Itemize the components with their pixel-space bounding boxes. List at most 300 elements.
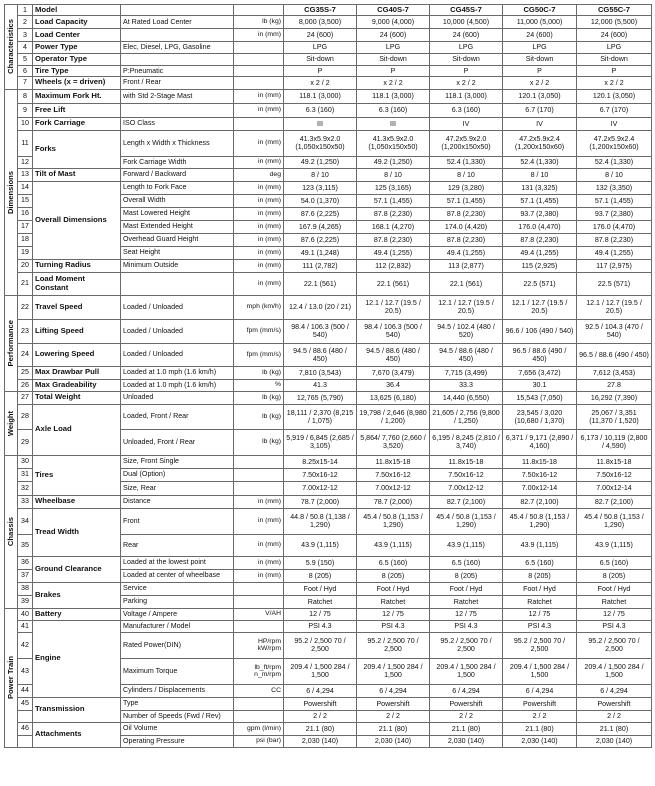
spec-value: 33.3 [430, 379, 503, 391]
spec-row [5, 76, 652, 89]
row-number: 17 [18, 220, 33, 233]
unit: in (mm) [234, 259, 284, 272]
spec-value: 82.7 (2,100) [503, 495, 577, 508]
unit: in (mm) [234, 233, 284, 246]
spec-value: 5,864/ 7,760 (2,660 / 3,520) [357, 429, 430, 455]
spec-value: 22.5 (571) [503, 272, 577, 295]
spec-value: 22.1 (561) [284, 272, 357, 295]
spec-value: IV [430, 117, 503, 130]
unit: lb (kg) [234, 366, 284, 379]
unit: lb (kg) [234, 15, 284, 28]
spec-value: 7,670 (3,479) [357, 366, 430, 379]
row-number: 41 [18, 620, 33, 632]
spec-value: 6 / 4,294 [430, 684, 503, 697]
feature-name: Axle Load [33, 404, 121, 455]
spec-value: 87.8 (2,230) [577, 233, 652, 246]
feature-name: Total Weight [33, 391, 121, 404]
spec-value: 120.1 (3,050) [577, 89, 652, 103]
spec-value: 2,030 (140) [503, 735, 577, 747]
spec-value: LPG [430, 41, 503, 53]
spec-value: 13,625 (6,180) [357, 391, 430, 404]
row-number: 15 [18, 194, 33, 207]
feature-name: Travel Speed [33, 295, 121, 319]
spec-value: 45.4 / 50.8 (1,153 / 1,290) [357, 508, 430, 534]
row-number: 46 [18, 722, 33, 735]
condition: Loaded at 1.0 mph (1.6 km/h) [121, 366, 234, 379]
condition: Overall Width [121, 194, 234, 207]
unit [234, 53, 284, 65]
spec-value: 54.0 (1,370) [284, 194, 357, 207]
condition: ISO Class [121, 117, 234, 130]
spec-row [5, 404, 652, 429]
spec-value: LPG [577, 41, 652, 53]
condition [121, 5, 234, 16]
feature-name: Lowering Speed [33, 343, 121, 366]
spec-value: 11.8x15-18 [577, 455, 652, 468]
spec-value: 93.7 (2,380) [503, 207, 577, 220]
spec-value: 8 / 10 [357, 168, 430, 181]
row-number: 40 [18, 608, 33, 620]
spec-row [5, 582, 652, 595]
spec-value: 7,715 (3,499) [430, 366, 503, 379]
model-header: CG55C-7 [577, 5, 652, 16]
spec-value: 95.2 / 2,500 70 / 2,500 [357, 632, 430, 658]
row-number: 11 [18, 130, 33, 156]
spec-value: 8,000 (3,500) [284, 15, 357, 28]
spec-value: 12 / 75 [284, 608, 357, 620]
spec-value: LPG [284, 41, 357, 53]
spec-value: 15,543 (7,050) [503, 391, 577, 404]
spec-value: 45.4 / 50.8 (1,153 / 1,290) [430, 508, 503, 534]
feature-name: Tire Type [33, 65, 121, 76]
condition: Loaded, Front / Rear [121, 404, 234, 429]
spec-value: Powershift [284, 697, 357, 710]
spec-value: 12.1 / 12.7 (19.5 / 20.5) [357, 295, 430, 319]
section-label [5, 455, 18, 608]
spec-value: 7.00x12-14 [577, 481, 652, 495]
condition: Loaded / Unloaded [121, 319, 234, 343]
unit: in (mm) [234, 89, 284, 103]
spec-value: Ratchet [503, 595, 577, 608]
spec-value: Powershift [430, 697, 503, 710]
spec-value: Foot / Hyd [430, 582, 503, 595]
unit: in (mm) [234, 28, 284, 41]
spec-value: 24 (600) [430, 28, 503, 41]
feature-name: Load Center [33, 28, 121, 41]
spec-value: 7,656 (3,472) [503, 366, 577, 379]
unit [234, 710, 284, 722]
row-number: 14 [18, 181, 33, 194]
spec-value: P [430, 65, 503, 76]
spec-value: Ratchet [284, 595, 357, 608]
condition: Seat Height [121, 246, 234, 259]
spec-row [5, 168, 652, 181]
spec-row [5, 343, 652, 366]
spec-value: 113 (2,877) [430, 259, 503, 272]
condition: Unloaded, Front / Rear [121, 429, 234, 455]
spec-value: 6.3 (160) [284, 103, 357, 117]
spec-value: 21.1 (80) [284, 722, 357, 735]
spec-value: 115 (2,925) [503, 259, 577, 272]
spec-value: 14,440 (6,550) [430, 391, 503, 404]
spec-value: 8 / 10 [503, 168, 577, 181]
spec-row [5, 5, 652, 16]
condition: Overhead Guard Height [121, 233, 234, 246]
spec-value: 8 (205) [357, 569, 430, 582]
spec-value: 6.3 (160) [357, 103, 430, 117]
row-number: 10 [18, 117, 33, 130]
spec-value: 45.4 / 50.8 (1,153 / 1,290) [577, 508, 652, 534]
spec-value: 5.9 (150) [284, 556, 357, 569]
spec-value: 49.1 (1,248) [284, 246, 357, 259]
row-number: 28 [18, 404, 33, 429]
spec-row [5, 495, 652, 508]
section-label [5, 608, 18, 747]
unit [234, 595, 284, 608]
row-number: 9 [18, 103, 33, 117]
feature-name: Maximum Fork Ht. [33, 89, 121, 103]
section-label-text: Performance [5, 320, 15, 367]
model-header: CG45S-7 [430, 5, 503, 16]
spec-value: 24 (600) [357, 28, 430, 41]
unit: in (mm) [234, 194, 284, 207]
spec-value: 10,000 (4,500) [430, 15, 503, 28]
condition [121, 28, 234, 41]
spec-value: 209.4 / 1,500 284 / 1,500 [284, 658, 357, 684]
spec-value: 23,545 / 3,020 (10,680 / 1,370) [503, 404, 577, 429]
unit: psi (bar) [234, 735, 284, 747]
row-number: 27 [18, 391, 33, 404]
spec-value: 41.3 [284, 379, 357, 391]
condition [121, 53, 234, 65]
unit [234, 5, 284, 16]
row-number: 20 [18, 259, 33, 272]
spec-value: 209.4 / 1,500 284 / 1,500 [503, 658, 577, 684]
section-label-text: Dimensions [5, 170, 15, 214]
row-number: 29 [18, 429, 33, 455]
unit: in (mm) [234, 508, 284, 534]
spec-value: 95.2 / 2,500 70 / 2,500 [284, 632, 357, 658]
spec-value: 41.3x5.9x2.0 (1,050x150x50) [284, 130, 357, 156]
feature-name: Turning Radius [33, 259, 121, 272]
spec-value: P [577, 65, 652, 76]
unit: in (mm) [234, 534, 284, 556]
condition: At Rated Load Center [121, 15, 234, 28]
spec-value: 2 / 2 [430, 710, 503, 722]
spec-value: Powershift [577, 697, 652, 710]
spec-value: PSI 4.3 [357, 620, 430, 632]
unit: lb (kg) [234, 429, 284, 455]
spec-value: 176.0 (4,470) [503, 220, 577, 233]
spec-value: 2,030 (140) [430, 735, 503, 747]
spec-row [5, 89, 652, 103]
spec-value: 24 (600) [503, 28, 577, 41]
row-number: 3 [18, 28, 33, 41]
spec-value: 120.1 (3,050) [503, 89, 577, 103]
spec-value: 167.9 (4,265) [284, 220, 357, 233]
unit [234, 65, 284, 76]
condition: Minimum Outside [121, 259, 234, 272]
row-number: 26 [18, 379, 33, 391]
spec-value: 7.50x16-12 [357, 468, 430, 481]
spec-value: 24 (600) [577, 28, 652, 41]
condition: Rear [121, 534, 234, 556]
feature-name: Tires [33, 455, 121, 495]
spec-value: 11.8x15-18 [430, 455, 503, 468]
spec-value: 2 / 2 [577, 710, 652, 722]
unit: deg [234, 168, 284, 181]
spec-value: PSI 4.3 [577, 620, 652, 632]
feature-name: Model [33, 5, 121, 16]
unit: in (mm) [234, 556, 284, 569]
spec-value: 98.4 / 106.3 (500 / 540) [284, 319, 357, 343]
spec-value: 6 / 4,294 [503, 684, 577, 697]
spec-value: 12 / 75 [357, 608, 430, 620]
spec-value: 12 / 75 [577, 608, 652, 620]
spec-value: 168.1 (4,270) [357, 220, 430, 233]
spec-value: 132 (3,350) [577, 181, 652, 194]
unit: in (mm) [234, 130, 284, 156]
spec-value: 2,030 (140) [284, 735, 357, 747]
row-number: 8 [18, 89, 33, 103]
spec-value: 123 (3,115) [284, 181, 357, 194]
spec-sheet [4, 4, 651, 748]
spec-value: 22.1 (561) [430, 272, 503, 295]
spec-value: 21.1 (80) [503, 722, 577, 735]
spec-value: Sit-down [357, 53, 430, 65]
feature-name: Lifting Speed [33, 319, 121, 343]
condition: Loaded / Unloaded [121, 295, 234, 319]
spec-value: Foot / Hyd [577, 582, 652, 595]
spec-value: LPG [503, 41, 577, 53]
spec-value: 6.3 (160) [430, 103, 503, 117]
spec-value: 87.8 (2,230) [430, 233, 503, 246]
spec-row [5, 391, 652, 404]
spec-value: Powershift [357, 697, 430, 710]
spec-value: 94.5 / 102.4 (480 / 520) [430, 319, 503, 343]
spec-value: 8 / 10 [284, 168, 357, 181]
condition: Size, Front Single [121, 455, 234, 468]
condition: Unloaded [121, 391, 234, 404]
spec-value: Foot / Hyd [503, 582, 577, 595]
spec-value: 2,030 (140) [577, 735, 652, 747]
row-number: 31 [18, 468, 33, 481]
spec-row [5, 722, 652, 735]
spec-value: 87.8 (2,230) [430, 207, 503, 220]
row-number: 25 [18, 366, 33, 379]
spec-value: 36.4 [357, 379, 430, 391]
spec-value: 7.00x12-12 [430, 481, 503, 495]
spec-value: 118.1 (3,000) [357, 89, 430, 103]
unit: HP/rpm kW/rpm [234, 632, 284, 658]
row-number: 2 [18, 15, 33, 28]
spec-value: 21.1 (80) [577, 722, 652, 735]
spec-row [5, 455, 652, 468]
spec-value: PSI 4.3 [284, 620, 357, 632]
spec-value: Foot / Hyd [357, 582, 430, 595]
row-number: 22 [18, 295, 33, 319]
spec-value: 7.50x16-12 [430, 468, 503, 481]
spec-value: 57.1 (1,455) [577, 194, 652, 207]
condition: Type [121, 697, 234, 710]
spec-value: x 2 / 2 [430, 76, 503, 89]
spec-value: 7.50x16-12 [577, 468, 652, 481]
spec-value: Sit-down [430, 53, 503, 65]
spec-value: 6 / 4,294 [577, 684, 652, 697]
spec-value: 209.4 / 1,500 284 / 1,500 [577, 658, 652, 684]
condition: Maximum Torque [121, 658, 234, 684]
spec-value: 22.1 (561) [357, 272, 430, 295]
feature-name: Wheels (x = driven) [33, 76, 121, 89]
spec-row [5, 508, 652, 534]
spec-value: 78.7 (2,000) [284, 495, 357, 508]
spec-value: Foot / Hyd [284, 582, 357, 595]
spec-value: 6.5 (160) [503, 556, 577, 569]
unit: lb (kg) [234, 391, 284, 404]
unit: in (mm) [234, 246, 284, 259]
spec-value: 92.5 / 104.3 (470 / 540) [577, 319, 652, 343]
spec-row [5, 130, 652, 156]
spec-row [5, 181, 652, 194]
row-number: 33 [18, 495, 33, 508]
spec-value: 94.5 / 88.6 (480 / 450) [357, 343, 430, 366]
row-number: 43 [18, 658, 33, 684]
spec-value: 18,111 / 2,370 (8,215 / 1,075) [284, 404, 357, 429]
unit: in (mm) [234, 569, 284, 582]
spec-row [5, 556, 652, 569]
row-number: 37 [18, 569, 33, 582]
spec-value: 96.5 / 88.6 (490 / 450) [577, 343, 652, 366]
unit [234, 455, 284, 468]
row-number: 21 [18, 272, 33, 295]
spec-value: 6,195 / 8,245 (2,810 / 3,740) [430, 429, 503, 455]
row-number: 4 [18, 41, 33, 53]
spec-value: 5,919 / 6,845 (2,685 / 3,105) [284, 429, 357, 455]
condition: Mast Lowered Height [121, 207, 234, 220]
row-number: 13 [18, 168, 33, 181]
feature-name: Fork Carriage [33, 117, 121, 130]
spec-value: IV [503, 117, 577, 130]
spec-value: 7,810 (3,543) [284, 366, 357, 379]
condition: Elec, Diesel, LPG, Gasoline [121, 41, 234, 53]
feature-name: Battery [33, 608, 121, 620]
spec-value: 112 (2,832) [357, 259, 430, 272]
spec-value: 57.1 (1,455) [503, 194, 577, 207]
section-label-text: Chassis [5, 517, 15, 547]
unit [234, 117, 284, 130]
feature-name: Tread Width [33, 508, 121, 556]
spec-value: 8 (205) [430, 569, 503, 582]
row-number: 30 [18, 455, 33, 468]
row-number: 24 [18, 343, 33, 366]
unit: V/AH [234, 608, 284, 620]
unit [234, 697, 284, 710]
row-number: 32 [18, 481, 33, 495]
unit: mph (km/h) [234, 295, 284, 319]
spec-value: 8 (205) [577, 569, 652, 582]
spec-value: 12.4 / 13.0 (20 / 21) [284, 295, 357, 319]
unit: in (mm) [234, 207, 284, 220]
spec-value: 82.7 (2,100) [430, 495, 503, 508]
condition: Voltage / Ampere [121, 608, 234, 620]
spec-value: 57.1 (1,455) [430, 194, 503, 207]
feature-name: Ground Clearance [33, 556, 121, 582]
condition: Front / Rear [121, 76, 234, 89]
row-number: 42 [18, 632, 33, 658]
spec-value: 47.2x5.9x2.0 (1,200x150x50) [430, 130, 503, 156]
feature-name: Tilt of Mast [33, 168, 121, 181]
unit: CC [234, 684, 284, 697]
spec-value: 44.8 / 50.8 (1,138 / 1,290) [284, 508, 357, 534]
spec-row [5, 65, 652, 76]
spec-value: 125 (3,165) [357, 181, 430, 194]
spec-row [5, 295, 652, 319]
spec-value: 27.8 [577, 379, 652, 391]
spec-value: 12,000 (5,500) [577, 15, 652, 28]
unit: in (mm) [234, 103, 284, 117]
row-number: 45 [18, 697, 33, 710]
unit: in (mm) [234, 156, 284, 168]
condition: Manufacturer / Model [121, 620, 234, 632]
spec-value: 6.7 (170) [503, 103, 577, 117]
row-number: 35 [18, 534, 33, 556]
spec-value: Sit-down [284, 53, 357, 65]
spec-value: 7,612 (3,453) [577, 366, 652, 379]
feature-name: Brakes [33, 582, 121, 608]
unit [234, 620, 284, 632]
condition: Parking [121, 595, 234, 608]
spec-row [5, 319, 652, 343]
unit: in (mm) [234, 220, 284, 233]
condition: Mast Extended Height [121, 220, 234, 233]
spec-value: 57.1 (1,455) [357, 194, 430, 207]
condition [121, 103, 234, 117]
spec-value: 43.9 (1,115) [577, 534, 652, 556]
feature-name: Power Type [33, 41, 121, 53]
feature-name: Load Capacity [33, 15, 121, 28]
condition: Length x Width x Thickness [121, 130, 234, 156]
feature-name: Engine [33, 620, 121, 697]
spec-value: LPG [357, 41, 430, 53]
spec-value: 52.4 (1,330) [503, 156, 577, 168]
spec-value: 95.2 / 2,500 70 / 2,500 [577, 632, 652, 658]
spec-row [5, 620, 652, 632]
row-number: 16 [18, 207, 33, 220]
spec-row [5, 103, 652, 117]
spec-value: 209.4 / 1,500 284 / 1,500 [430, 658, 503, 684]
feature-name: Transmission [33, 697, 121, 722]
spec-value: 12 / 75 [430, 608, 503, 620]
spec-value: 6.5 (160) [357, 556, 430, 569]
spec-value: PSI 4.3 [503, 620, 577, 632]
spec-value: 11.8x15-18 [357, 455, 430, 468]
spec-value: PSI 4.3 [430, 620, 503, 632]
spec-row [5, 15, 652, 28]
spec-value: 8 / 10 [430, 168, 503, 181]
spec-value: 82.7 (2,100) [577, 495, 652, 508]
feature-name: Attachments [33, 722, 121, 747]
spec-value: 111 (2,782) [284, 259, 357, 272]
spec-value: 47.2x5.9x2.4 (1,200x150x60) [577, 130, 652, 156]
spec-value: 49.4 (1,255) [503, 246, 577, 259]
spec-value: P [284, 65, 357, 76]
spec-value: 8.25x15-14 [284, 455, 357, 468]
spec-value: 7.00x12-12 [284, 481, 357, 495]
spec-value: 6,173 / 10,119 (2,800 / 4,590) [577, 429, 652, 455]
condition: Oil Volume [121, 722, 234, 735]
spec-value: 129 (3,280) [430, 181, 503, 194]
row-number: 1 [18, 5, 33, 16]
